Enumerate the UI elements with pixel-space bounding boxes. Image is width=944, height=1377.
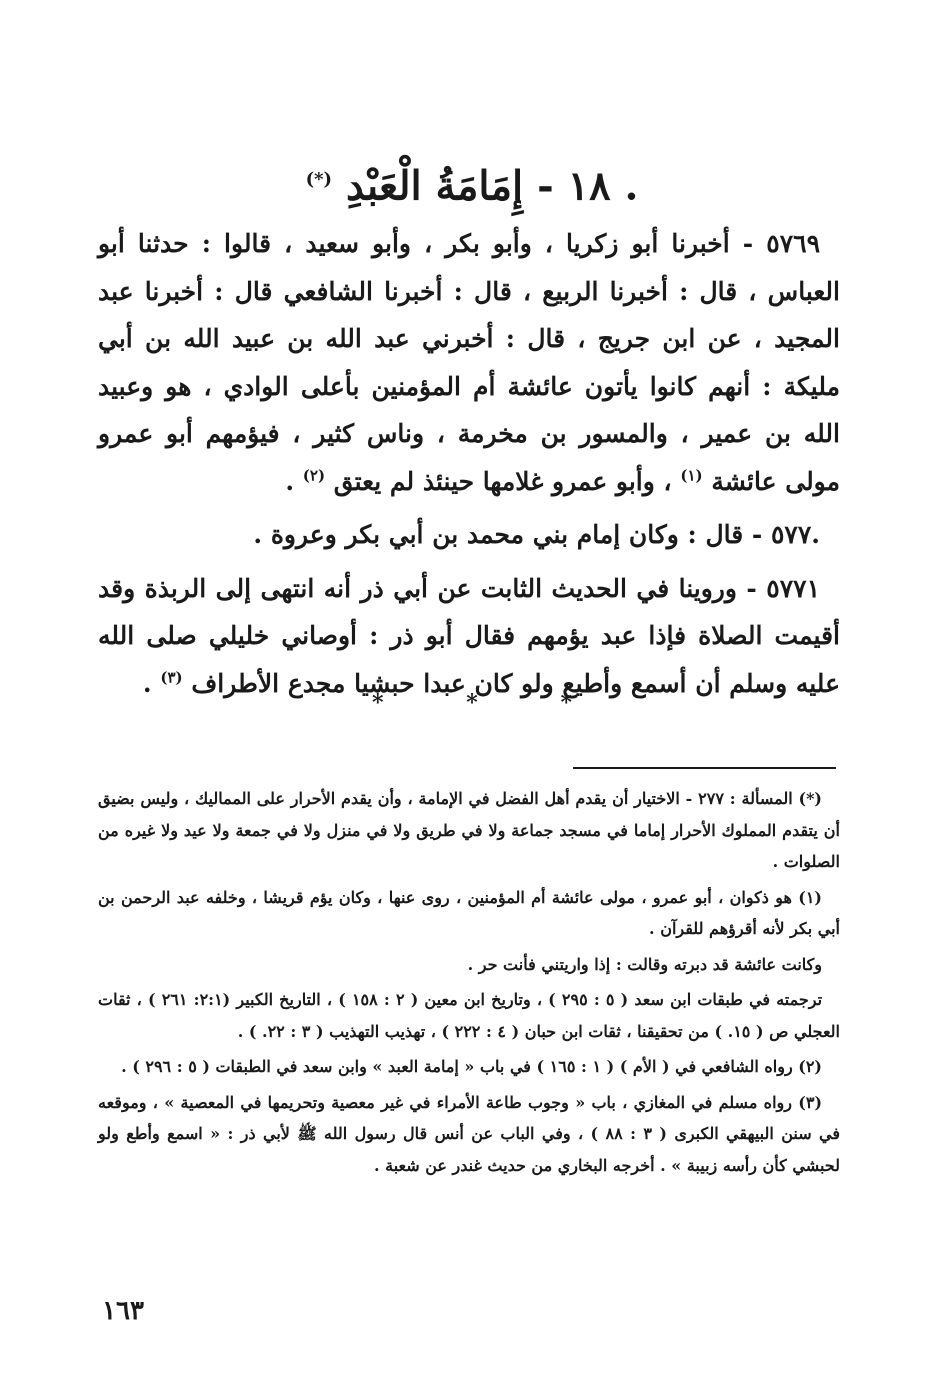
- paragraph-end: .: [285, 466, 295, 496]
- footnote-star: (*) المسألة : ٢٧٧ - الاختيار أن يقدم أهل الفضل في الإمامة ، وأن يقدم الأحرار على المماليك ، وليس بضيق أن يتقدم المملوك الأحرار إماما في مسجد جماعة ولا في طريق ولا في منزل ولا في جمعة ولا عيد ولا غيره من الصلوات .: [98, 789, 840, 871]
- paragraph-5769: [98, 220, 840, 505]
- divider-star: *: [372, 690, 384, 716]
- paragraph-text: .٥٧٧ - قال : وكان إمام بني محمد بن أبي بكر وعروة .: [253, 520, 820, 549]
- paragraph-text: ٥٧٧١ - وروينا في الحديث الثابت عن أبي ذر أنه انتهى إلى الربذة وقد أقيمت الصلاة فإذا عبد يؤمهم فقال أبو ذر : أوصاني خليلي صلى الله عليه وسلم أن أسمع وأطيع ولو كان عبدا حبشيا مجدع الأطراف: [98, 573, 840, 698]
- paragraph-end: .: [142, 668, 152, 698]
- footnotes: [98, 783, 840, 1185]
- footnote-ref-3: (٣): [160, 668, 183, 687]
- footnote-1-note: وكانت عائشة قد دبرته وقالت : إذا واريتني فأنت حر .: [467, 954, 822, 974]
- chapter-title-text: . ١٨ - إِمَامَةُ الْعَبْدِ: [345, 162, 639, 210]
- paragraph-text-continued: ، وأبو عمرو غلامها حينئذ لم يعتق: [333, 466, 672, 496]
- footnote-ref-1: (١): [680, 466, 703, 485]
- footnote-2: (٢) رواه الشافعي في ( الأم ) ( ١ : ١٦٥ ) في باب « إمامة العبد » وابن سعد في الطبقات ( ٥ : ٢٩٦ ) .: [121, 1057, 822, 1076]
- page-number: ١٦٣: [102, 1296, 144, 1326]
- paragraph-5770: [98, 511, 840, 559]
- footnote-1: (١) هو ذكوان ، أبو عمرو ، مولى عائشة أم المؤمنين ، روى عنها ، وكان يؤم قريشا ، وخلفه عبد الرحمن بن أبي بكر لأنه أقرؤهم للقرآن .: [98, 887, 840, 938]
- paragraph-5771: [98, 565, 840, 708]
- chapter-footnote-marker: (*): [305, 169, 333, 190]
- section-divider-stars: [372, 690, 572, 716]
- divider-star: *: [466, 690, 478, 716]
- divider-star: *: [560, 690, 572, 716]
- chapter-title: [200, 150, 744, 216]
- footnote-separator-line: [573, 767, 836, 769]
- footnote-ref-2: (٢): [302, 466, 326, 485]
- footnote-3: (٣) رواه مسلم في المغازي ، باب « وجوب طاعة الأمراء في غير معصية وتحريمها في المعصية » ، وموقعه في سنن البيهقي الكبرى ( ٣ : ٨٨ ) ، وفي الباب عن أنس قال رسول الله ﷺ لأبي ذر : « اسمع وأطع ولو لحبشي كأن رأسه زبيبة » . أخرجه البخاري من حديث غندر عن شعبة .: [98, 1092, 841, 1175]
- footnote-1-sources: ترجمته في طبقات ابن سعد ( ٥ : ٢٩٥ ) ، وتاريخ ابن معين ( ٢ : ١٥٨ ) ، التاريخ الكبير (٢:١: ٢٦١ ) ، ثقات العجلي ص ( ١٥. ) من تحقيقنا ، ثقات ابن حبان ( ٤ : ٢٢٢ ) ، تهذيب التهذيب ( ٣ : ٢٢. ) .: [98, 990, 840, 1041]
- main-text: [98, 220, 840, 713]
- paragraph-text: ٥٧٦٩ - أخبرنا أبو زكريا ، وأبو بكر ، وأبو سعيد ، قالوا : حدثنا أبو العباس ، قال : أخبرنا الربيع ، قال : أخبرنا الشافعي قال : أخبرنا عبد المجيد ، عن ابن جريج ، قال : أخبرني عبد الله بن عبيد الله بن أبي مليكة : أنهم كانوا يأتون عائشة أم المؤمنين بأعلى الوادي ، هو وعبيد الله بن عمير ، والمسور بن مخرمة ، وناس كثير ، فيؤمهم أبو عمرو مولى عائشة: [98, 229, 840, 496]
